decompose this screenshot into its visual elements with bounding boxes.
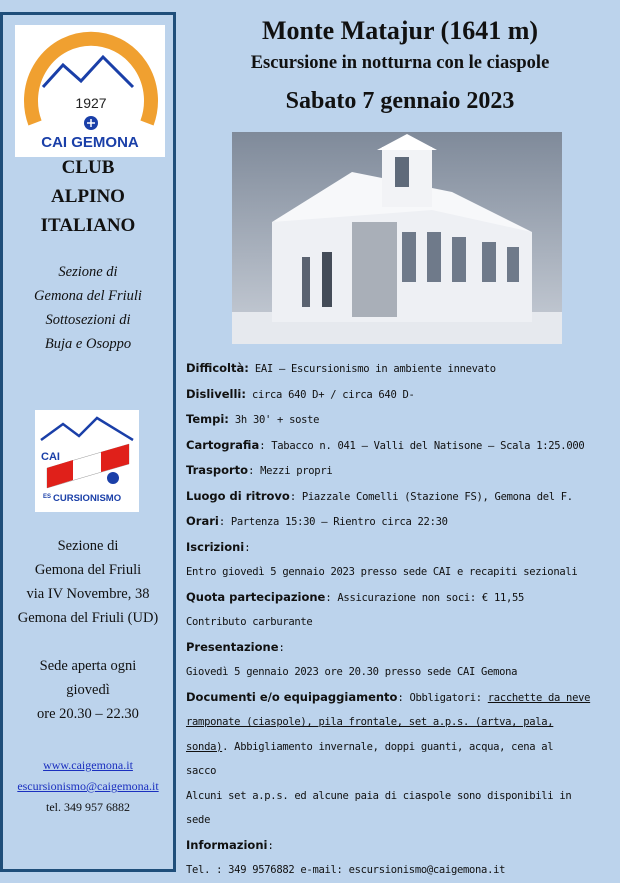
presentazione-value: Giovedì 5 gennaio 2023 ore 20.30 presso sede CAI Gemona (186, 666, 518, 678)
quota-value: : Assicurazione non soci: € 11,55 (325, 591, 525, 604)
logo-name: CAI GEMONA (41, 134, 139, 151)
documenti-text-a: : Obbligatori: (397, 691, 488, 704)
hours-line-3: ore 20.30 – 22.30 (37, 706, 139, 722)
cartografia-label: Cartografia (186, 437, 260, 452)
cai-gemona-logo-graphic (15, 25, 165, 157)
logo-cursionismo-text: CURSIONISMO (53, 493, 122, 504)
tempi-value: 3h 30' + soste (228, 414, 320, 426)
tempi-row (186, 407, 611, 433)
difficolta-value: EAI – Escursionismo in ambiente innevato (248, 363, 496, 375)
presentazione-label: Presentazione (186, 639, 279, 654)
ritrovo-label: Luogo di ritrovo (186, 488, 290, 503)
page-subtitle: Escursione in notturna con le ciaspole (250, 53, 550, 73)
address-line-1: Sezione di (57, 538, 119, 554)
iscrizioni-colon: : (244, 541, 251, 554)
dislivelli-row (186, 382, 611, 408)
sezione-line-1: Sezione di (58, 264, 118, 280)
club-line-1: CLUB (61, 157, 115, 178)
documenti-row-4: sacco (186, 765, 217, 777)
escursionismo-logo (35, 410, 139, 512)
tempi-label: Tempi: (186, 412, 229, 426)
iscrizioni-value: Entro giovedì 5 gennaio 2023 presso sede CAI e recapiti sezionali (186, 566, 578, 578)
dislivelli-label: Dislivelli: (186, 386, 246, 401)
logo-es-text: ES (43, 494, 52, 500)
iscrizioni-heading (186, 535, 611, 561)
presentazione-colon: : (278, 641, 285, 654)
trasporto-row (186, 458, 611, 484)
documenti-row-1 (186, 685, 611, 711)
orari-value: : Partenza 15:30 – Rientro circa 22:30 (218, 516, 448, 528)
logo-year: 1927 (75, 95, 107, 111)
address-line-4: Gemona del Friuli (UD) (17, 610, 159, 626)
sidebar (0, 12, 176, 872)
club-line-3: ITALIANO (40, 215, 136, 236)
club-line-2: ALPINO (51, 186, 125, 207)
cartografia-value: : Tabacco n. 041 – Valli del Natisone – Scala 1:25.000 (259, 439, 585, 452)
informazioni-label: Informazioni (186, 837, 268, 852)
documenti-underline-1: racchette da neve (487, 691, 591, 704)
chapel-photo-graphic (232, 132, 562, 344)
alcuni-row-1: Alcuni set a.p.s. ed alcune paia di ciaspole sono disponibili in (186, 789, 572, 802)
iscrizioni-label: Iscrizioni (186, 539, 245, 554)
documenti-underline-2: ramponate (ciaspole), pila frontale, set a.p.s. (artva, pala, (186, 716, 554, 728)
escursionismo-logo-graphic (35, 410, 139, 512)
ritrovo-value: : Piazzale Comelli (Stazione FS), Gemona del F. (289, 490, 573, 503)
sezione-line-4: Buja e Osoppo (44, 336, 132, 352)
contributo-row: Contributo carburante (186, 616, 313, 628)
documenti-row-3 (186, 735, 611, 760)
sezione-line-3: Sottosezioni di (45, 312, 131, 328)
alcuni-row-2: sede (186, 814, 211, 826)
quota-label: Quota partecipazione (186, 589, 326, 604)
hours-line-1: Sede aperta ogni (39, 658, 137, 674)
orari-row (186, 509, 611, 535)
orari-label: Orari (186, 514, 219, 528)
info-block (186, 356, 611, 883)
sezione-line-2: Gemona del Friuli (34, 288, 142, 304)
informazioni-colon: : (267, 839, 274, 852)
difficolta-label: Difficoltà: (186, 361, 249, 375)
address-line-3: via IV Novembre, 38 (26, 586, 150, 602)
chapel-photo (232, 132, 562, 344)
page-title: Monte Matajur (1641 m) (261, 16, 539, 45)
documenti-label: Documenti e/o equipaggiamento (186, 689, 398, 704)
presentazione-heading (186, 635, 611, 661)
email-link[interactable]: escursionismo@caigemona.it (17, 779, 159, 793)
informazioni-heading (186, 833, 611, 859)
documenti-row-2 (186, 710, 611, 735)
website-link[interactable]: www.caigemona.it (43, 758, 133, 772)
documenti-text-b: . Abbigliamento invernale, doppi guanti, acqua, cena al (222, 740, 554, 753)
documenti-underline-3: sonda) (186, 740, 223, 753)
ritrovo-row (186, 484, 611, 510)
cai-gemona-logo (15, 25, 165, 157)
trasporto-value: : Mezzi propri (248, 465, 333, 477)
telephone: tel. 349 957 6882 (46, 800, 130, 814)
address-line-2: Gemona del Friuli (34, 562, 142, 578)
trasporto-label: Trasporto (186, 463, 249, 477)
logo-cai-text: CAI (41, 451, 60, 463)
event-date: Sabato 7 gennaio 2023 (285, 88, 515, 114)
informazioni-value: Tel. : 349 9576882 e-mail: escursionismo@caigemona.it (186, 864, 506, 876)
dislivelli-value: circa 640 D+ / circa 640 D- (245, 388, 415, 401)
quota-row (186, 585, 611, 611)
hours-line-2: giovedì (66, 682, 110, 698)
cartografia-row (186, 433, 611, 459)
difficolta-row (186, 356, 611, 382)
